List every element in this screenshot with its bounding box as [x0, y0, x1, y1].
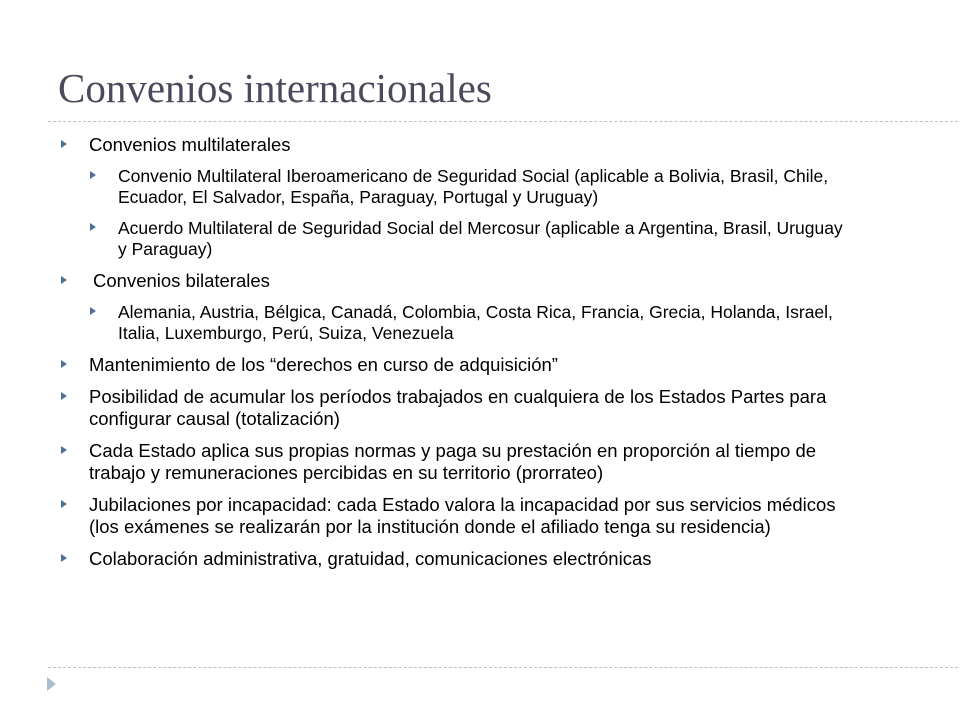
sub-bullet-item [89, 218, 850, 260]
bullet-text: Convenios bilaterales [93, 270, 270, 291]
footer-divider [48, 667, 960, 668]
bullet-text: Mantenimiento de los “derechos en curso de adquisición” [89, 354, 558, 375]
bullet-text: Convenio Multilateral Iberoamericano de Seguridad Social (aplicable a Bolivia, Brasil, Chile, Ecuador, El Salvador, España, Paraguay, Portugal y Uruguay) [118, 166, 829, 207]
bullet-item [60, 440, 850, 484]
bullet-text: Colaboración administrativa, gratuidad, comunicaciones electrónicas [89, 548, 652, 569]
sub-bullet-item [89, 302, 850, 344]
bullet-text: Alemania, Austria, Bélgica, Canadá, Colombia, Costa Rica, Francia, Grecia, Holanda, Israel, Italia, Luxemburgo, Perú, Suiza, Venezuela [118, 302, 833, 343]
bullet-text: Jubilaciones por incapacidad: cada Estado valora la incapacidad por sus servicios médicos (los exámenes se realizarán por la institución donde el afiliado tenga su residencia) [89, 494, 836, 537]
title-divider [48, 121, 960, 122]
triangle-bullet-icon [90, 171, 96, 179]
triangle-bullet-icon [61, 140, 67, 148]
triangle-bullet-icon [61, 446, 67, 454]
triangle-bullet-icon [61, 276, 67, 284]
bullet-item [60, 548, 850, 570]
triangle-marker-icon [47, 677, 56, 691]
triangle-bullet-icon [61, 554, 67, 562]
bullet-list [60, 134, 850, 580]
triangle-bullet-icon [90, 223, 96, 231]
triangle-bullet-icon [61, 360, 67, 368]
sub-bullet-item [89, 166, 850, 208]
bullet-text: Convenios multilaterales [89, 134, 291, 155]
bullet-item [60, 386, 850, 430]
bullet-text: Acuerdo Multilateral de Seguridad Social del Mercosur (aplicable a Argentina, Brasil, Uruguay y Paraguay) [118, 218, 843, 259]
bullet-text: Cada Estado aplica sus propias normas y paga su prestación en proporción al tiempo de trabajo y remuneraciones percibidas en su territorio (prorrateo) [89, 440, 817, 483]
bullet-text: Posibilidad de acumular los períodos trabajados en cualquiera de los Estados Partes para configurar causal (totalización) [89, 386, 827, 429]
triangle-bullet-icon [61, 392, 67, 400]
bullet-item [60, 494, 850, 538]
triangle-bullet-icon [90, 307, 96, 315]
slide-title: Convenios internacionales [58, 65, 492, 111]
bullet-item [60, 270, 850, 292]
triangle-bullet-icon [61, 500, 67, 508]
bullet-item [60, 134, 850, 156]
bullet-item [60, 354, 850, 376]
